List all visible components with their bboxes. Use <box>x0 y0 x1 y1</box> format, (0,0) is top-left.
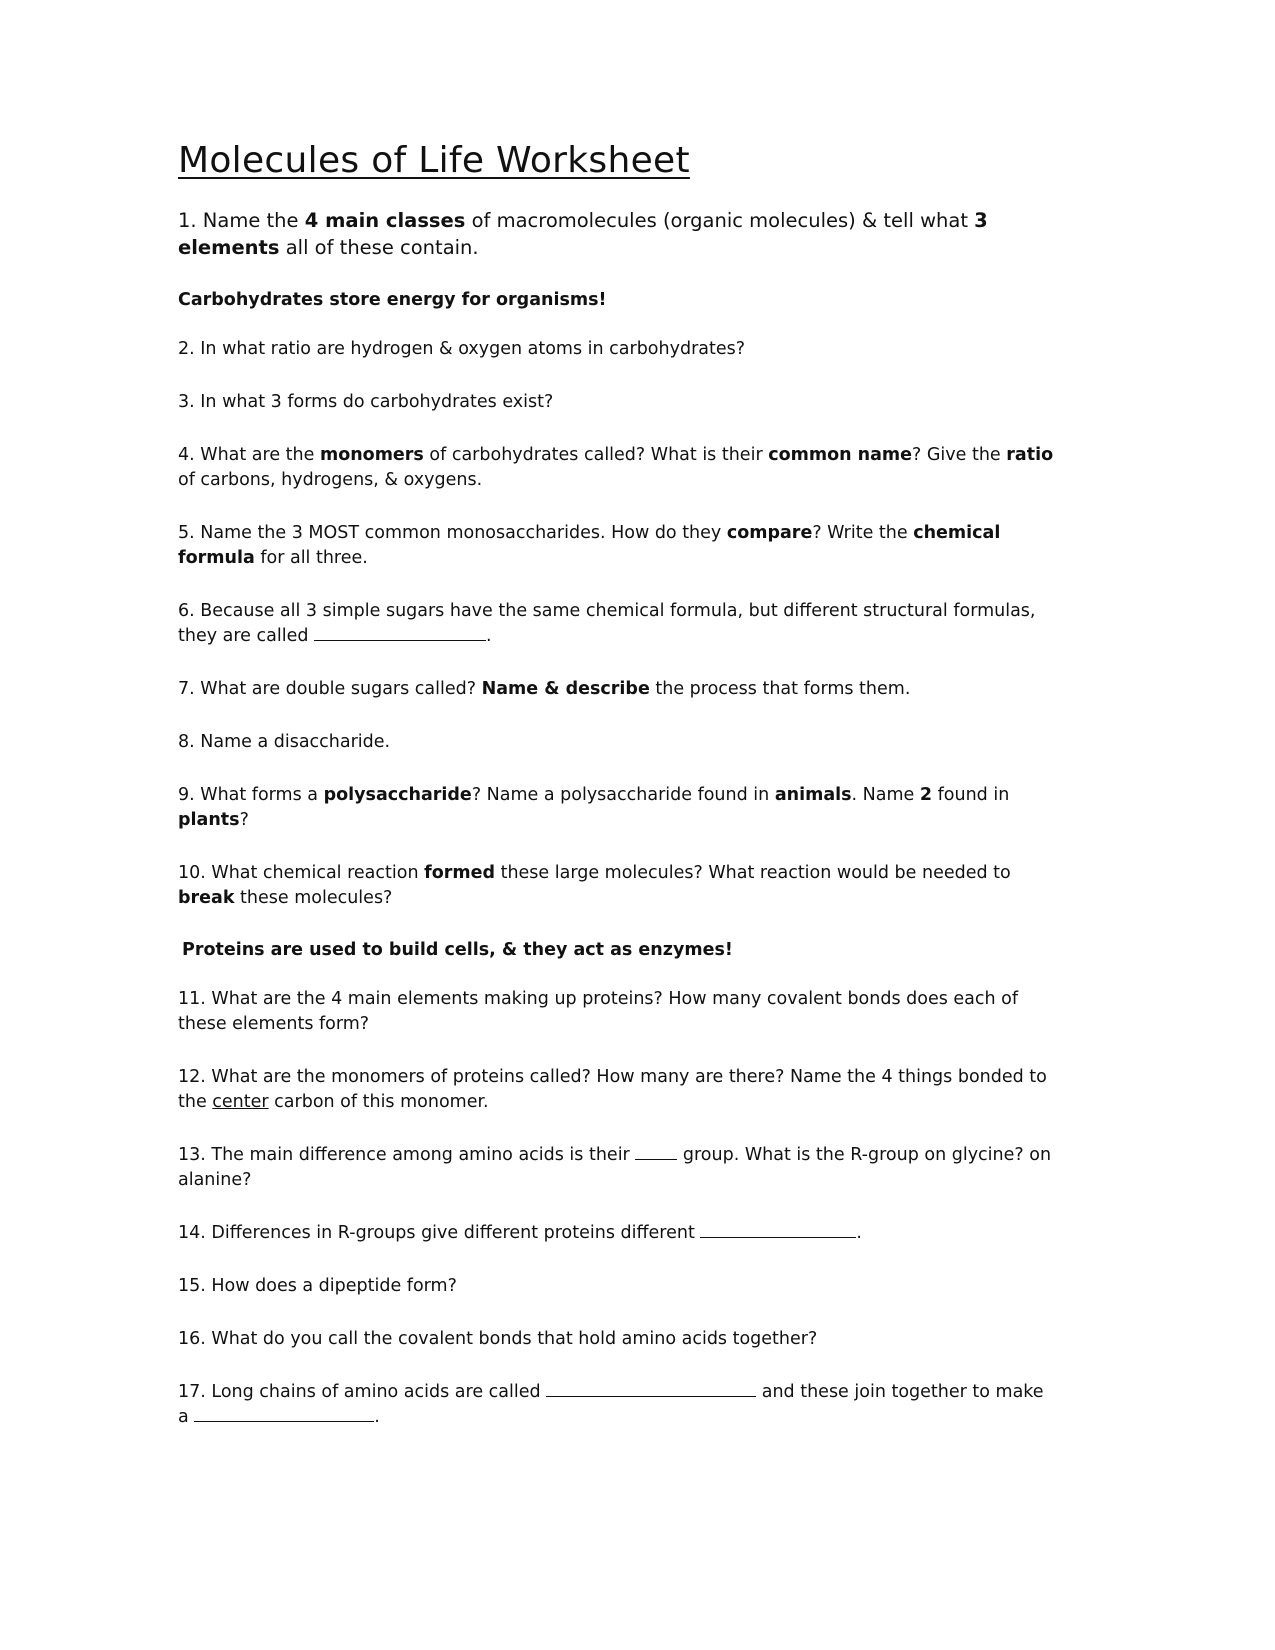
q4-text-1: 4. What are the <box>178 445 320 465</box>
q17-text-1: 17. Long chains of amino acids are called <box>178 1382 547 1402</box>
q12-text-1: 12. What are the monomers of proteins called? How many are there? Name the 4 things bonded to the <box>178 1067 1047 1112</box>
q10-bold-2: break <box>178 888 235 908</box>
q5-text-2: ? Write the <box>812 523 914 543</box>
question-1 <box>178 207 1058 261</box>
question-7 <box>178 677 1058 702</box>
q1-text-1: 1. Name the <box>178 209 305 232</box>
q4-text-4: of carbons, hydrogens, & oxygens. <box>178 470 483 490</box>
q4-bold-1: monomers <box>319 445 424 465</box>
question-8: 8. Name a disaccharide. <box>178 732 391 752</box>
q9-bold-2: animals <box>774 785 852 805</box>
question-10 <box>178 861 1058 911</box>
question-9 <box>178 783 1058 833</box>
answer-blank[interactable] <box>194 1405 374 1422</box>
answer-blank[interactable] <box>700 1221 856 1238</box>
q17-text-2: and these join together to make a <box>178 1382 1044 1427</box>
q13-text-2: group. What is the R-group on glycine? on alanine? <box>178 1145 1052 1190</box>
q6-text-1: 6. Because all 3 simple sugars have the same chemical formula, but different structural formulas, they are called <box>178 601 1036 646</box>
question-14 <box>178 1221 1058 1246</box>
question-12 <box>178 1065 1058 1115</box>
q6-text-2: . <box>486 626 492 646</box>
question-5 <box>178 521 1058 571</box>
q10-text-1: 10. What chemical reaction <box>178 863 425 883</box>
answer-blank[interactable] <box>314 624 486 641</box>
question-4 <box>178 443 1058 493</box>
q7-text-2: the process that forms them. <box>649 679 911 699</box>
question-11: 11. What are the 4 main elements making up proteins? How many covalent bonds does each of these elements form? <box>178 989 1019 1034</box>
q9-bold-4: plants <box>178 810 240 830</box>
question-17 <box>178 1380 1058 1430</box>
section-heading-proteins: Proteins are used to build cells, & they act as enzymes! <box>182 940 733 960</box>
q14-text-2: . <box>856 1223 862 1243</box>
q10-bold-1: formed <box>424 863 496 883</box>
q9-bold-1: polysaccharide <box>323 785 472 805</box>
section-heading-carbohydrates: Carbohydrates store energy for organisms! <box>178 290 607 310</box>
q10-text-2: these large molecules? What reaction would be needed to <box>495 863 1011 883</box>
q9-text-4: found in <box>932 785 1010 805</box>
q13-text-1: 13. The main difference among amino acids is their <box>178 1145 636 1165</box>
q4-bold-3: ratio <box>1006 445 1054 465</box>
q9-text-3: . Name <box>851 785 920 805</box>
question-6 <box>178 599 1058 649</box>
question-16: 16. What do you call the covalent bonds that hold amino acids together? <box>178 1329 818 1349</box>
q12-text-2: carbon of this monomer. <box>268 1092 489 1112</box>
question-15: 15. How does a dipeptide form? <box>178 1276 457 1296</box>
q10-text-3: these molecules? <box>234 888 393 908</box>
q5-bold-1: compare <box>726 523 813 543</box>
q9-text-5: ? <box>239 810 249 830</box>
q12-underlined: center <box>212 1092 269 1112</box>
q1-text-3: all of these contain. <box>279 236 479 259</box>
question-3: 3. In what 3 forms do carbohydrates exist? <box>178 392 554 412</box>
q4-text-3: ? Give the <box>912 445 1007 465</box>
q5-text-3: for all three. <box>254 548 368 568</box>
q9-text-1: 9. What forms a <box>178 785 324 805</box>
q9-bold-3: 2 <box>919 785 933 805</box>
q17-text-3: . <box>374 1407 380 1427</box>
q4-text-2: of carbohydrates called? What is their <box>423 445 769 465</box>
q1-text-2: of macromolecules (organic molecules) & tell what <box>465 209 975 232</box>
worksheet-title: Molecules of Life Worksheet <box>178 140 690 181</box>
q9-text-2: ? Name a polysaccharide found in <box>471 785 775 805</box>
q1-bold-1: 4 main classes <box>304 209 466 232</box>
q1-bold-2: 3 elements <box>178 209 988 259</box>
q7-text-1: 7. What are double sugars called? <box>178 679 482 699</box>
q5-text-1: 5. Name the 3 MOST common monosaccharides. How do they <box>178 523 727 543</box>
question-2: 2. In what ratio are hydrogen & oxygen atoms in carbohydrates? <box>178 339 746 359</box>
q4-bold-2: common name <box>768 445 913 465</box>
answer-blank[interactable] <box>546 1380 756 1397</box>
q14-text-1: 14. Differences in R-groups give different proteins different <box>178 1223 701 1243</box>
q7-bold-1: Name & describe <box>481 679 650 699</box>
answer-blank[interactable] <box>635 1143 677 1160</box>
question-13 <box>178 1143 1058 1193</box>
q5-bold-2: chemical formula <box>178 523 1001 568</box>
worksheet-page <box>178 140 1058 1458</box>
